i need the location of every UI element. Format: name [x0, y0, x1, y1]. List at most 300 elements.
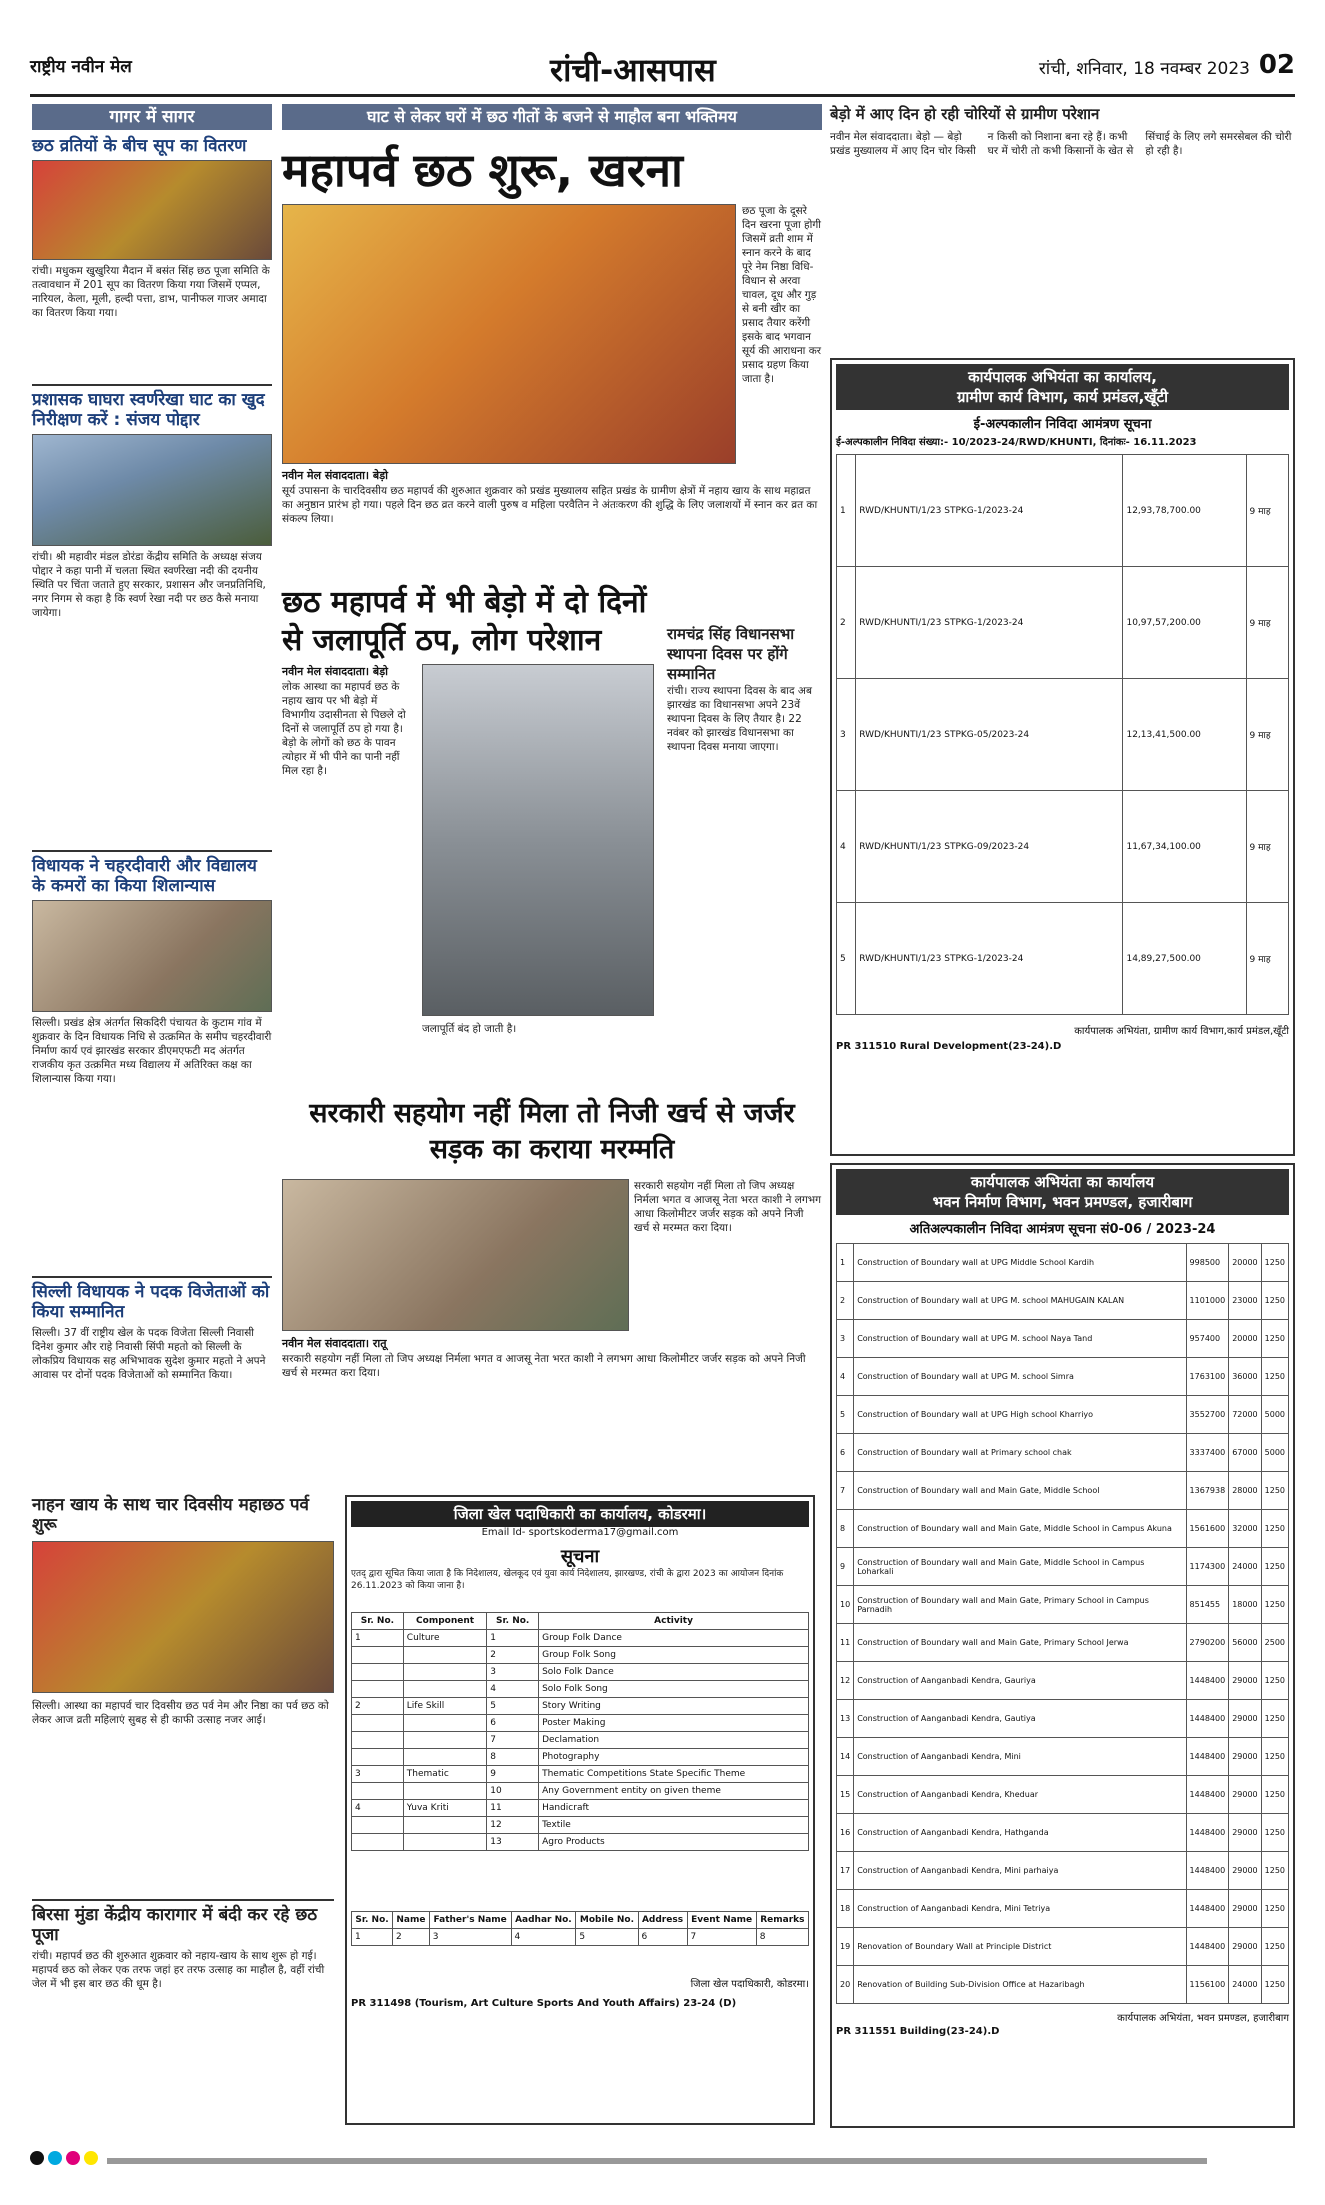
bld-table-row	[837, 1396, 1289, 1434]
activity-cell: Story Writing	[539, 1698, 809, 1715]
component-cell	[403, 1647, 487, 1664]
bld-no-cell: 8	[837, 1510, 854, 1548]
form-number-row	[352, 1929, 809, 1946]
bld-name-cell: Construction of Boundary wall at UPG High school Kharriyo	[854, 1396, 1186, 1434]
bld-fee-cell: 1250	[1261, 1586, 1288, 1624]
building-tender-notice	[830, 1163, 1295, 2128]
rwd-ref-cell: RWD/KHUNTI/1/23 STPKG-1/2023-24	[856, 455, 1123, 567]
component-cell	[403, 1715, 487, 1732]
masthead	[30, 48, 1295, 97]
rwd-no-cell: 1	[837, 455, 856, 567]
bld-amount-cell: 1448400	[1186, 1852, 1229, 1890]
bld-pr: PR 311551 Building(23-24).D	[836, 2026, 1000, 2037]
sr-cell	[352, 1715, 404, 1732]
sub-sr-cell: 3	[487, 1664, 539, 1681]
bld-no-cell: 11	[837, 1624, 854, 1662]
bld-fee-cell: 1250	[1261, 1852, 1288, 1890]
bld-heading: अतिअल्पकालीन निविदा आमंत्रण सूचना सं0-06 / 2023-24	[909, 1222, 1216, 1237]
bld-no-cell: 19	[837, 1928, 854, 1966]
left-item-4-title: सिल्ली विधायक ने पदक विजेताओं को किया सम्मानित	[32, 1276, 272, 1322]
bld-em-cell: 29000	[1229, 1814, 1261, 1852]
rwd-ref-cell: RWD/KHUNTI/1/23 STPKG-1/2023-24	[856, 903, 1123, 1015]
bld-table-row	[837, 1776, 1289, 1814]
bld-fee-cell: 1250	[1261, 1890, 1288, 1928]
form-number-cell: 3	[429, 1929, 511, 1946]
bld-fee-cell: 1250	[1261, 1966, 1288, 2004]
story1-text-right: छठ पूजा के दूसरे दिन खरना पूजा होगी जिसमें व्रती शाम में स्नान करने के बाद पूरे नेम निष्ठा विधि-विधान से अरवा चावल, दूध और गुड़ से बनी खीर का प्रसाद तैयार करेंगी इसके बाद भगवान सूर्य की आराधना कर प्रसाद ग्रहण किया जाता है।	[742, 205, 822, 385]
form-number-cell: 2	[393, 1929, 430, 1946]
sports-table-row	[352, 1834, 809, 1851]
bld-fee-cell: 1250	[1261, 1510, 1288, 1548]
bld-em-cell: 29000	[1229, 1700, 1261, 1738]
bld-table-row	[837, 1472, 1289, 1510]
bld-fee-cell: 1250	[1261, 1814, 1288, 1852]
bld-table-row	[837, 1700, 1289, 1738]
activity-cell: Textile	[539, 1817, 809, 1834]
bld-amount-cell: 1448400	[1186, 1700, 1229, 1738]
sub-sr-cell: 11	[487, 1800, 539, 1817]
left-banner: गागर में सागर	[32, 104, 272, 130]
sr-cell: 2	[352, 1698, 404, 1715]
bld-table-row	[837, 1244, 1289, 1282]
bld-em-cell: 20000	[1229, 1244, 1261, 1282]
rwd-ref-cell: RWD/KHUNTI/1/23 STPKG-05/2023-24	[856, 679, 1123, 791]
rwd-no-cell: 2	[837, 567, 856, 679]
bld-amount-cell: 1101000	[1186, 1282, 1229, 1320]
bld-sign: कार्यपालक अभियंता, भवन प्रमण्डल, हजारीबाग	[1117, 2013, 1289, 2024]
sr-cell	[352, 1783, 404, 1800]
bld-fee-cell: 1250	[1261, 1244, 1288, 1282]
col-header: Activity	[539, 1613, 809, 1630]
sports-notice-pr: PR 311498 (Tourism, Art Culture Sports And Youth Affairs) 23-24 (D)	[351, 1998, 737, 2009]
sub-sr-cell: 2	[487, 1647, 539, 1664]
photo-caption-water: जलापूर्ति बंद हो जाती है।	[422, 1023, 517, 1035]
bld-em-cell: 20000	[1229, 1320, 1261, 1358]
bld-table-row	[837, 1320, 1289, 1358]
form-header-cell: Mobile No.	[576, 1912, 638, 1929]
sports-table-row	[352, 1698, 809, 1715]
photo-soop-distribution	[32, 160, 272, 260]
component-cell: Thematic	[403, 1766, 487, 1783]
side-story-text: रांची। राज्य स्थापना दिवस के बाद अब झारखंड का विधानसभा अपने 23वें स्थापना दिवस के लिए तैयार है। 22 नवंबर को झारखंड विधानसभा का स्थापना दिवस मनाया जाएगा।	[667, 685, 812, 753]
form-header-cell: Remarks	[756, 1912, 808, 1929]
left-item-3-title: विधायक ने चहरदीवारी और विद्यालय के कमरों का किया शिलान्यास	[32, 850, 272, 896]
bld-amount-cell: 1448400	[1186, 1928, 1229, 1966]
bld-no-cell: 4	[837, 1358, 854, 1396]
bld-no-cell: 14	[837, 1738, 854, 1776]
bld-name-cell: Construction of Boundary wall and Main Gate, Middle School in Campus Loharkali	[854, 1548, 1186, 1586]
rwd-amount-cell: 12,13,41,500.00	[1123, 679, 1246, 791]
kicker-strip: घाट से लेकर घरों में छठ गीतों के बजने से माहौल बना भक्तिमय	[282, 104, 822, 130]
sr-cell	[352, 1749, 404, 1766]
bld-no-cell: 16	[837, 1814, 854, 1852]
sr-cell	[352, 1834, 404, 1851]
activity-cell: Solo Folk Dance	[539, 1664, 809, 1681]
bld-em-cell: 36000	[1229, 1358, 1261, 1396]
lower-left-text: सिल्ली। आस्था का महापर्व चार दिवसीय छठ पर्व नेम और निष्ठा का पर्व छठ को लेकर आज व्रती महिलाएं सुबह से ही काफी उत्साह नजर आई।	[32, 1700, 329, 1726]
rwd-ref: ई-अल्पकालीन निविदा संख्या:- 10/2023-24/RWD/KHUNTI, दिनांकः- 16.11.2023	[836, 437, 1197, 448]
bld-table-row	[837, 1966, 1289, 2004]
story1-text: सूर्य उपासना के चारदिवसीय छठ महापर्व की शुरुआत शुक्रवार को प्रखंड मुख्यालय सहित प्रखंड के ग्रामीण क्षेत्रों में नहाय खाय के साथ महाव्रत का अनुष्ठान प्रारंभ हो गया। पहले दिन छठ व्रत करने वाली पुरुष व महिला परवैतिन ने अंतःकरण की शुद्धि के लिए जलाशयों में स्नान कर व्रत का संकल्प लिया।	[282, 485, 818, 525]
form-header-cell: Sr. No.	[352, 1912, 393, 1929]
sports-notice-title: जिला खेल पदाधिकारी का कार्यालय, कोडरमा।	[351, 1501, 809, 1527]
col-header: Component	[403, 1613, 487, 1630]
bld-name-cell: Construction of Aanganbadi Kendra, Gauriya	[854, 1662, 1186, 1700]
rwd-period-cell: 9 माह	[1246, 455, 1288, 567]
headline-water-supply: छठ महापर्व में भी बेड़ो में दो दिनों से जलापूर्ति ठप, लोग परेशान	[282, 585, 647, 658]
bld-fee-cell: 1250	[1261, 1358, 1288, 1396]
sub-sr-cell: 12	[487, 1817, 539, 1834]
bld-no-cell: 3	[837, 1320, 854, 1358]
main-stories	[282, 104, 822, 1489]
left-item-3-text: सिल्ली। प्रखंड क्षेत्र अंतर्गत सिकदिरी पंचायत के कुटाम गांव में शुक्रवार के दिन विधायक निधि से उत्क्रमित के समीप चहरदीवारी निर्माण कार्य एवं झारखंड सरकार डीएमएफटी मद अंतर्गत राजकीय कृत उत्क्रमित मध्य विद्यालय में अतिरिक्त कक्ष का शिलान्यास किया गया।	[32, 1017, 272, 1085]
bld-fee-cell: 1250	[1261, 1776, 1288, 1814]
bld-title-line2: भवन निर्माण विभाग, भवन प्रमण्डल, हजारीबाग	[932, 1193, 1193, 1211]
bld-em-cell: 24000	[1229, 1548, 1261, 1586]
rwd-amount-cell: 14,89,27,500.00	[1123, 903, 1246, 1015]
sports-table-row	[352, 1630, 809, 1647]
bld-no-cell: 12	[837, 1662, 854, 1700]
bld-amount-cell: 1448400	[1186, 1662, 1229, 1700]
sports-activity-table	[351, 1612, 809, 1851]
form-number-cell: 4	[511, 1929, 576, 1946]
activity-cell: Group Folk Song	[539, 1647, 809, 1664]
bld-no-cell: 5	[837, 1396, 854, 1434]
activity-cell: Agro Products	[539, 1834, 809, 1851]
form-header-cell: Event Name	[687, 1912, 756, 1929]
left-item-2-title: प्रशासक घाघरा स्वर्णरेखा घाट का खुद निरीक्षण करें : संजय पोद्दार	[32, 384, 272, 430]
component-cell: Yuva Kriti	[403, 1800, 487, 1817]
form-header-cell: Address	[638, 1912, 687, 1929]
bld-em-cell: 24000	[1229, 1966, 1261, 2004]
sr-cell	[352, 1681, 404, 1698]
bld-name-cell: Construction of Aanganbadi Kendra, Kheduar	[854, 1776, 1186, 1814]
bld-fee-cell: 1250	[1261, 1662, 1288, 1700]
activity-cell: Handicraft	[539, 1800, 809, 1817]
bld-name-cell: Construction of Boundary wall and Main Gate, Primary School in Campus Parnadih	[854, 1586, 1186, 1624]
activity-cell: Any Government entity on given theme	[539, 1783, 809, 1800]
sub-sr-cell: 7	[487, 1732, 539, 1749]
bld-amount-cell: 1448400	[1186, 1738, 1229, 1776]
page-number: 02	[1258, 50, 1295, 80]
headline-road-repair: सरकारी सहयोग नहीं मिला तो निजी खर्च से जर्जर सड़क का कराया मरम्मति	[309, 1098, 795, 1165]
bld-name-cell: Construction of Boundary wall and Main Gate, Middle School in Campus Akuna	[854, 1510, 1186, 1548]
bld-name-cell: Renovation of Building Sub-Division Office at Hazaribagh	[854, 1966, 1186, 2004]
bld-name-cell: Construction of Aanganbadi Kendra, Mini Tetriya	[854, 1890, 1186, 1928]
rwd-amount-cell: 11,67,34,100.00	[1123, 791, 1246, 903]
bld-em-cell: 29000	[1229, 1928, 1261, 1966]
bld-no-cell: 17	[837, 1852, 854, 1890]
sports-table-row	[352, 1681, 809, 1698]
activity-cell: Declamation	[539, 1732, 809, 1749]
bld-amount-cell: 1448400	[1186, 1890, 1229, 1928]
bld-name-cell: Construction of Aanganbadi Kendra, Hathganda	[854, 1814, 1186, 1852]
form-header-cell: Aadhar No.	[511, 1912, 576, 1929]
component-cell: Life Skill	[403, 1698, 487, 1715]
bld-name-cell: Construction of Boundary wall at UPG M. school Simra	[854, 1358, 1186, 1396]
bld-em-cell: 28000	[1229, 1472, 1261, 1510]
rwd-table-row	[837, 679, 1289, 791]
sports-notice-heading: सूचना	[560, 1546, 600, 1567]
rwd-amount-cell: 10,97,57,200.00	[1123, 567, 1246, 679]
sports-notice	[345, 1495, 815, 2125]
left-item-2-text: रांची। श्री महावीर मंडल डोरंडा केंद्रीय समिति के अध्यक्ष संजय पोद्दार ने कहा पानी में चलता स्थित स्वर्णरेखा नदी की दयनीय स्थिति पर चिंता जताते हुए सरकार, प्रशासन और जनप्रतिनिधि, नगर निगम से कहा है कि स्वर्ण रेखा नदी पर छठ कैसे मनाया जायेगा।	[32, 551, 266, 619]
component-cell	[403, 1749, 487, 1766]
bld-table-row	[837, 1662, 1289, 1700]
bld-table-row	[837, 1358, 1289, 1396]
rwd-pr: PR 311510 Rural Development(23-24).D	[836, 1041, 1062, 1052]
bld-no-cell: 15	[837, 1776, 854, 1814]
rwd-period-cell: 9 माह	[1246, 567, 1288, 679]
bld-amount-cell: 1763100	[1186, 1358, 1229, 1396]
bld-table-row	[837, 1548, 1289, 1586]
story3-text-right: सरकारी सहयोग नहीं मिला तो जिप अध्यक्ष निर्मला भगत व आजसू नेता भरत काशी ने लगभग आधा किलोमीटर जर्जर सड़क को अपने निजी खर्च से मरम्मत करा दिया।	[634, 1180, 822, 1234]
lower-left-stories	[32, 1495, 334, 2145]
bld-tender-table	[836, 1243, 1289, 2004]
sports-table-row	[352, 1749, 809, 1766]
bld-table-row	[837, 1434, 1289, 1472]
sub-sr-cell: 13	[487, 1834, 539, 1851]
left-item-1-text: रांची। मधुकम खुखुरिया मैदान में बसंत सिंह छठ पूजा समिति के तत्वावधान में 201 सूप का वितरण किया गया जिसमें एप्पल, नारियल, केला, मूली, हल्दी पत्ता, डाभ, पानीफल गाजर अमादा का वितरण किया गया।	[32, 265, 270, 319]
bld-em-cell: 56000	[1229, 1624, 1261, 1662]
bld-em-cell: 23000	[1229, 1282, 1261, 1320]
bld-name-cell: Construction of Boundary wall and Main Gate, Primary School Jerwa	[854, 1624, 1186, 1662]
birsa-text: रांची। महापर्व छठ की शुरुआत शुक्रवार को नहाय-खाय के साथ शुरू हो गई। महापर्व छठ को लेकर एक तरफ जहां हर तरफ उत्साह का माहौल है, वहीं रांची जेल में भी इस बार छठ की धूम है।	[32, 1950, 325, 1990]
component-cell	[403, 1783, 487, 1800]
bld-fee-cell: 1250	[1261, 1320, 1288, 1358]
bld-table-row	[837, 1852, 1289, 1890]
sports-table-row	[352, 1783, 809, 1800]
form-header-cell: Father's Name	[429, 1912, 511, 1929]
activity-cell: Thematic Competitions State Specific Theme	[539, 1766, 809, 1783]
form-number-cell: 8	[756, 1929, 808, 1946]
sub-sr-cell: 5	[487, 1698, 539, 1715]
component-cell	[403, 1834, 487, 1851]
sub-sr-cell: 9	[487, 1766, 539, 1783]
bld-amount-cell: 3552700	[1186, 1396, 1229, 1434]
rwd-period-cell: 9 माह	[1246, 903, 1288, 1015]
rwd-table-row	[837, 455, 1289, 567]
bld-table-row	[837, 1738, 1289, 1776]
bld-em-cell: 29000	[1229, 1662, 1261, 1700]
bld-amount-cell: 851455	[1186, 1586, 1229, 1624]
component-cell	[403, 1681, 487, 1698]
bld-name-cell: Construction of Boundary wall at UPG M. school Naya Tand	[854, 1320, 1186, 1358]
bld-no-cell: 7	[837, 1472, 854, 1510]
sr-cell	[352, 1732, 404, 1749]
sr-cell	[352, 1647, 404, 1664]
bld-no-cell: 18	[837, 1890, 854, 1928]
bld-amount-cell: 3337400	[1186, 1434, 1229, 1472]
bld-name-cell: Construction of Aanganbadi Kendra, Mini parhaiya	[854, 1852, 1186, 1890]
bld-fee-cell: 1250	[1261, 1700, 1288, 1738]
footer-color-strip	[30, 2150, 1295, 2170]
rwd-ref-cell: RWD/KHUNTI/1/23 STPKG-1/2023-24	[856, 567, 1123, 679]
bld-fee-cell: 1250	[1261, 1548, 1288, 1586]
bld-name-cell: Construction of Aanganbadi Kendra, Mini	[854, 1738, 1186, 1776]
rwd-ref-cell: RWD/KHUNTI/1/23 STPKG-09/2023-24	[856, 791, 1123, 903]
sports-table-header	[352, 1613, 809, 1630]
bld-table-row	[837, 1928, 1289, 1966]
form-header-cell: Name	[393, 1912, 430, 1929]
bld-amount-cell: 998500	[1186, 1244, 1229, 1282]
bld-amount-cell: 2790200	[1186, 1624, 1229, 1662]
photo-chhath-prasad	[32, 1541, 334, 1693]
bld-name-cell: Construction of Boundary wall at UPG Middle School Kardih	[854, 1244, 1186, 1282]
sr-cell: 1	[352, 1630, 404, 1647]
sports-notice-email: Email Id- sportskoderma17@gmail.com	[481, 1527, 679, 1538]
component-cell	[403, 1817, 487, 1834]
sub-sr-cell: 1	[487, 1630, 539, 1647]
left-item-4-text: सिल्ली। 37 वीं राष्ट्रीय खेल के पदक विजेता सिल्ली निवासी दिनेश कुमार और राहे निवासी सिंपी महतो को सिल्ली के लोकप्रिय विधायक सह अभिभावक सुदेश कुमार महतो ने अपने आवास पर दोनों पदक विजेताओं को सम्मानित किया।	[32, 1327, 266, 1381]
photo-water-tank	[422, 664, 654, 1016]
activity-cell: Photography	[539, 1749, 809, 1766]
side-story-title: रामचंद्र सिंह विधानसभा स्थापना दिवस पर होंगे सम्मानित	[667, 625, 795, 683]
sports-table-row	[352, 1664, 809, 1681]
sub-sr-cell: 10	[487, 1783, 539, 1800]
photo-foundation-stone	[32, 900, 272, 1012]
photo-road-repair	[282, 1179, 629, 1331]
bld-title	[836, 1169, 1289, 1215]
sub-sr-cell: 8	[487, 1749, 539, 1766]
sr-cell: 4	[352, 1800, 404, 1817]
bld-fee-cell: 2500	[1261, 1624, 1288, 1662]
bld-em-cell: 32000	[1229, 1510, 1261, 1548]
photo-chhath-devotees	[282, 204, 736, 464]
bld-em-cell: 18000	[1229, 1586, 1261, 1624]
bld-fee-cell: 5000	[1261, 1434, 1288, 1472]
rwd-sign: कार्यपालक अभियंता, ग्रामीण कार्य विभाग,कार्य प्रमंडल,खूँटी	[1074, 1026, 1289, 1037]
dateline: रांची, शनिवार, 18 नवम्बर 2023	[1038, 59, 1250, 79]
rwd-no-cell: 4	[837, 791, 856, 903]
rwd-tender-table	[836, 454, 1289, 1015]
bld-amount-cell: 1174300	[1186, 1548, 1229, 1586]
story3-text: सरकारी सहयोग नहीं मिला तो जिप अध्यक्ष निर्मला भगत व आजसू नेता भरत काशी ने लगभग आधा किलोमीटर जर्जर सड़क को अपने निजी खर्च से मरम्मत करा दिया।	[282, 1353, 806, 1379]
bld-name-cell: Renovation of Boundary Wall at Principle District	[854, 1928, 1186, 1966]
form-number-cell: 6	[638, 1929, 687, 1946]
bld-name-cell: Construction of Boundary wall at UPG M. school MAHUGAIN KALAN	[854, 1282, 1186, 1320]
bld-no-cell: 20	[837, 1966, 854, 2004]
bld-amount-cell: 1367938	[1186, 1472, 1229, 1510]
rwd-no-cell: 5	[837, 903, 856, 1015]
bld-no-cell: 10	[837, 1586, 854, 1624]
bld-no-cell: 2	[837, 1282, 854, 1320]
birsa-title: बिरसा मुंडा केंद्रीय कारागार में बंदी कर रहे छठ पूजा	[32, 1899, 334, 1945]
form-number-cell: 7	[687, 1929, 756, 1946]
rwd-table-row	[837, 791, 1289, 903]
bld-fee-cell: 1250	[1261, 1738, 1288, 1776]
bld-table-row	[837, 1510, 1289, 1548]
form-header-row	[352, 1912, 809, 1929]
component-cell	[403, 1664, 487, 1681]
rwd-title-line2: ग्रामीण कार्य विभाग, कार्य प्रमंडल,खूँटी	[956, 388, 1169, 406]
rwd-title	[836, 364, 1289, 410]
rwd-period-cell: 9 माह	[1246, 679, 1288, 791]
lower-left-title: नाहन खाय के साथ चार दिवसीय महाछठ पर्व शुरू	[32, 1495, 309, 1535]
sports-form-table	[351, 1911, 809, 1946]
bld-no-cell: 1	[837, 1244, 854, 1282]
bld-em-cell: 29000	[1229, 1738, 1261, 1776]
component-cell: Culture	[403, 1630, 487, 1647]
photo-river-ghat	[32, 434, 272, 546]
sports-table-row	[352, 1715, 809, 1732]
sr-cell	[352, 1664, 404, 1681]
form-number-cell: 1	[352, 1929, 393, 1946]
component-cell	[403, 1732, 487, 1749]
bld-title-line1: कार्यपालक अभियंता का कार्यालय	[970, 1173, 1155, 1191]
bld-fee-cell: 1250	[1261, 1282, 1288, 1320]
main-headline: महापर्व छठ शुरू, खरना	[282, 143, 683, 197]
sr-cell	[352, 1817, 404, 1834]
rwd-no-cell: 3	[837, 679, 856, 791]
bld-em-cell: 29000	[1229, 1852, 1261, 1890]
form-number-cell: 5	[576, 1929, 638, 1946]
bld-table-row	[837, 1814, 1289, 1852]
sports-table-row	[352, 1817, 809, 1834]
bld-table-row	[837, 1624, 1289, 1662]
theft-story: बेड़ो में आए दिन हो रही चोरियों से ग्रामीण परेशान नवीन मेल संवाददाता। बेड़ो — बेड़ो प्रखंड मुख्यालय में आए दिन चोर किसी न किसी को निशाना बना रहे हैं। कभी घर में चोरी तो कभी किसानों के खेत से सिंचाई के लिए लगे समरसेबल की चोरी हो रही है।	[830, 105, 1292, 157]
sr-cell: 3	[352, 1766, 404, 1783]
bld-amount-cell: 1448400	[1186, 1814, 1229, 1852]
sports-table-row	[352, 1732, 809, 1749]
sports-table-row	[352, 1766, 809, 1783]
bld-em-cell: 29000	[1229, 1776, 1261, 1814]
bld-table-row	[837, 1282, 1289, 1320]
bld-fee-cell: 1250	[1261, 1472, 1288, 1510]
story1-byline: नवीन मेल संवाददाता। बेड़ो	[282, 469, 388, 482]
bld-name-cell: Construction of Boundary wall at Primary school chak	[854, 1434, 1186, 1472]
rwd-title-line1: कार्यपालक अभियंता का कार्यालय,	[968, 368, 1157, 386]
bld-em-cell: 29000	[1229, 1890, 1261, 1928]
sub-sr-cell: 6	[487, 1715, 539, 1732]
sports-notice-signoff: जिला खेल पदाधिकारी, कोडरमा।	[690, 1979, 809, 1990]
rwd-table-row	[837, 567, 1289, 679]
col-header: Sr. No.	[487, 1613, 539, 1630]
bld-table-row	[837, 1586, 1289, 1624]
bld-amount-cell: 1561600	[1186, 1510, 1229, 1548]
sports-notice-intro: एतद् द्वारा सूचित किया जाता है कि निदेशालय, खेलकूद एवं युवा कार्य निदेशालय, झारखण्ड, रांची के द्वारा 2023 का आयोजन दिनांक 26.11.2023 को किया जाना है।	[351, 1569, 784, 1591]
story2-byline: नवीन मेल संवाददाता। बेड़ो	[282, 665, 388, 678]
sub-sr-cell: 4	[487, 1681, 539, 1698]
activity-cell: Group Folk Dance	[539, 1630, 809, 1647]
left-item-1-title: छठ व्रतियों के बीच सूप का वितरण	[32, 136, 247, 156]
col-header: Sr. No.	[352, 1613, 404, 1630]
bld-amount-cell: 957400	[1186, 1320, 1229, 1358]
bld-name-cell: Construction of Aanganbadi Kendra, Gautiya	[854, 1700, 1186, 1738]
bld-amount-cell: 1156100	[1186, 1966, 1229, 2004]
activity-cell: Solo Folk Song	[539, 1681, 809, 1698]
bld-fee-cell: 5000	[1261, 1396, 1288, 1434]
rwd-period-cell: 9 माह	[1246, 791, 1288, 903]
bld-no-cell: 9	[837, 1548, 854, 1586]
bld-no-cell: 6	[837, 1434, 854, 1472]
rwd-amount-cell: 12,93,78,700.00	[1123, 455, 1246, 567]
bld-amount-cell: 1448400	[1186, 1776, 1229, 1814]
bld-em-cell: 67000	[1229, 1434, 1261, 1472]
bld-fee-cell: 1250	[1261, 1928, 1288, 1966]
rwd-heading: ई-अल्पकालीन निविदा आमंत्रण सूचना	[973, 417, 1152, 432]
bld-no-cell: 13	[837, 1700, 854, 1738]
bld-em-cell: 72000	[1229, 1396, 1261, 1434]
rwd-table-row	[837, 903, 1289, 1015]
section-title: रांची-आसपास	[550, 51, 716, 89]
bld-name-cell: Construction of Boundary wall and Main Gate, Middle School	[854, 1472, 1186, 1510]
sports-table-row	[352, 1800, 809, 1817]
sports-table-row	[352, 1647, 809, 1664]
rwd-tender-notice	[830, 358, 1295, 1156]
story2-text: लोक आस्था का महापर्व छठ के नहाय खाय पर भी बेड़ो में विभागीय उदासीनता से पिछले दो दिनों से जलापूर्ति ठप हो गया है। बेड़ो के लोगों को छठ के पावन त्योहार में भी पीने का पानी नहीं मिल रहा है।	[282, 681, 406, 777]
activity-cell: Poster Making	[539, 1715, 809, 1732]
